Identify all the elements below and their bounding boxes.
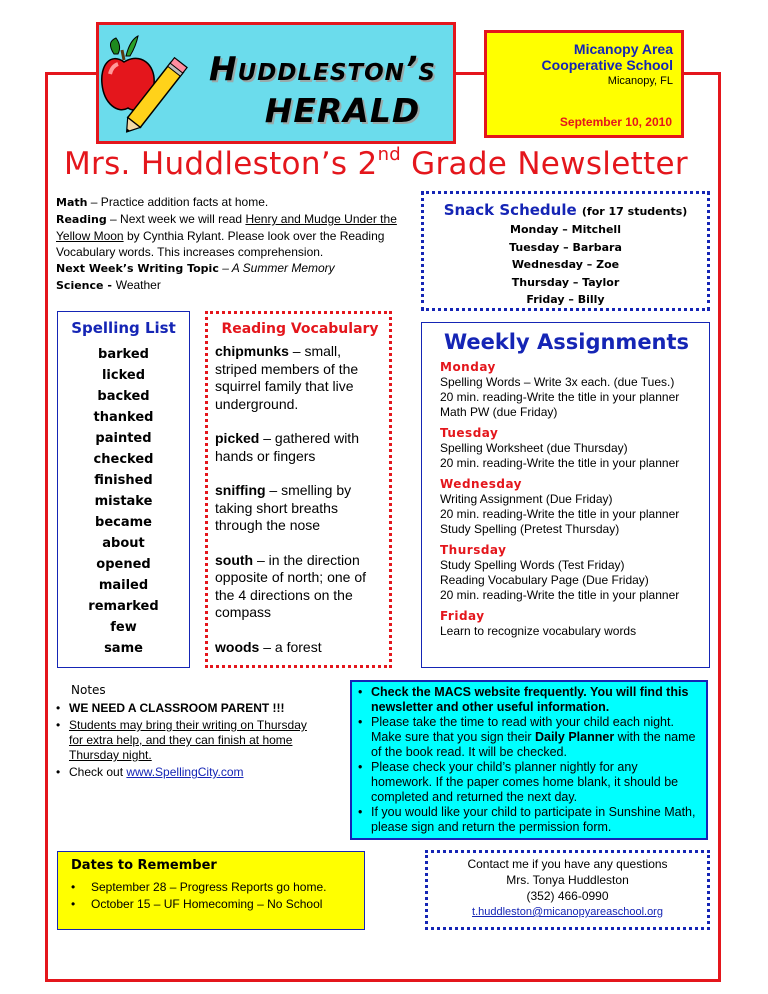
snack-item: Thursday – Taylor <box>511 275 620 289</box>
vocab-word: sniffing <box>215 482 266 498</box>
school-city: Micanopy, FL <box>607 75 673 87</box>
date-text: October 15 – UF Homecoming – No School <box>91 897 323 911</box>
note-item <box>56 718 321 763</box>
day-name: Wednesday <box>440 477 523 491</box>
reading-text1: – Next week we will read <box>106 212 246 226</box>
parent-info-box <box>350 680 708 840</box>
vocab-entry <box>215 343 385 413</box>
day-wednesday <box>440 476 703 537</box>
subjects-section <box>56 194 401 294</box>
snack-item: Friday – Billy <box>526 293 605 307</box>
bullet-icon: • <box>358 805 363 819</box>
info-text: with the name of the book read. It will be checked. <box>371 730 696 759</box>
weekly-title: Weekly Assignments <box>443 330 690 354</box>
info-text: If you would like your child to participate in Sunshine Math, please sign and return the permission form. <box>371 805 696 834</box>
spelling-word: finished <box>94 473 153 488</box>
bullet-icon: • <box>358 715 363 729</box>
vocab-def: – gathered with hands or fingers <box>215 430 359 464</box>
task-item: Spelling Words – Write 3x each. (due Tues.) <box>440 375 675 389</box>
date-text: September 28 – Progress Reports go home. <box>91 880 327 894</box>
day-tuesday <box>440 425 703 471</box>
school-name-line2: Cooperative School <box>541 57 673 73</box>
note-text: Check out <box>69 765 127 779</box>
teacher-name: Mrs. Tonya Huddleston <box>506 873 629 887</box>
snack-schedule-box <box>421 191 710 311</box>
note-item <box>56 765 321 780</box>
info-text: Check the MACS website frequently. You will find this newsletter and other useful information. <box>371 685 689 714</box>
reading-text2: by Cynthia Rylant. Please look over the Reading Vocabulary words. This increases comprehension. <box>56 229 385 259</box>
task-item: Reading Vocabulary Page (Due Friday) <box>440 573 649 587</box>
spelling-word: backed <box>97 389 150 404</box>
contact-box <box>425 850 710 930</box>
spellingcity-link[interactable]: www.SpellingCity.com <box>126 765 244 779</box>
spelling-word: opened <box>96 557 151 572</box>
vocab-entry <box>215 430 385 465</box>
school-info-box <box>484 30 684 138</box>
bullet-icon: • <box>56 718 61 732</box>
date-item <box>71 896 356 913</box>
vocab-def: – in the direction opposite of north; one of the 4 directions on the compass <box>215 551 366 620</box>
bullet-icon: • <box>56 701 61 715</box>
task-item: 20 min. reading-Write the title in your planner <box>440 456 680 470</box>
spelling-word: about <box>102 536 145 551</box>
science-line <box>56 277 401 294</box>
spelling-title: Spelling List <box>71 319 176 337</box>
info-item <box>358 805 700 835</box>
snack-item: Monday – Mitchell <box>510 223 621 236</box>
vocab-entry <box>215 482 385 535</box>
weekly-assignments-box <box>421 322 710 668</box>
spelling-word: barked <box>98 347 149 362</box>
notes-section <box>56 682 321 782</box>
task-item: Math PW (due Friday) <box>440 405 558 419</box>
vocab-entry <box>215 639 385 657</box>
snack-title: Snack Schedule <box>443 201 577 219</box>
task-item: 20 min. reading-Write the title in your planner <box>440 390 680 404</box>
task-item: 20 min. reading-Write the title in your planner <box>440 588 680 602</box>
masthead-title-line2: HERALD <box>264 91 421 130</box>
day-name: Friday <box>440 609 485 623</box>
vocab-word: picked <box>215 430 260 446</box>
dates-title: Dates to Remember <box>71 858 217 873</box>
reading-vocabulary-box <box>205 311 392 668</box>
writing-label: Next Week’s Writing Topic <box>56 262 219 275</box>
science-label: Science - <box>56 279 116 292</box>
snack-item: Wednesday – Zoe <box>511 258 620 272</box>
task-item: Spelling Worksheet (due Thursday) <box>440 441 628 455</box>
snack-note: (for 17 students) <box>581 205 688 218</box>
bullet-icon: • <box>71 897 76 911</box>
task-item: Writing Assignment (Due Friday) <box>440 492 613 506</box>
reading-label: Reading <box>56 213 107 226</box>
task-item: Study Spelling (Pretest Thursday) <box>440 522 620 536</box>
spelling-word: became <box>95 515 152 530</box>
notes-title: Notes <box>71 683 106 697</box>
headline-suffix: Grade Newsletter <box>401 146 688 182</box>
note-item <box>56 701 321 716</box>
info-item <box>358 715 700 760</box>
bullet-icon: • <box>358 685 363 699</box>
info-text-bold: Daily Planner <box>534 730 615 744</box>
writing-text: – A Summer Memory <box>218 261 335 275</box>
info-item <box>358 685 700 715</box>
vocab-entry <box>215 552 385 622</box>
page-title <box>64 144 724 182</box>
day-friday <box>440 608 703 639</box>
vocab-def: – smelling by taking short breaths through the nose <box>215 482 352 533</box>
spelling-word: mistake <box>94 494 153 509</box>
info-text: Please take the time to read with your child each night. Make sure that you sign their <box>371 715 674 744</box>
spelling-word: remarked <box>88 599 159 614</box>
day-name: Thursday <box>440 543 507 557</box>
spelling-word: same <box>104 641 143 656</box>
info-text: Please check your child’s planner nightly for any homework. If the paper comes home blank, it should be completed and returned the next day. <box>371 760 679 804</box>
bullet-icon: • <box>71 880 76 894</box>
headline-ordinal: nd <box>377 144 401 165</box>
snack-item: Tuesday – Barbara <box>509 240 622 254</box>
day-monday <box>440 359 703 420</box>
day-name: Tuesday <box>440 426 499 440</box>
masthead-title <box>190 48 455 132</box>
headline-prefix: Mrs. Huddleston’s 2 <box>64 146 378 182</box>
masthead-title-line1: Huddleston’s <box>208 49 436 88</box>
contact-line: Contact me if you have any questions <box>467 857 668 871</box>
spelling-list-box <box>57 311 190 668</box>
task-item: 20 min. reading-Write the title in your planner <box>440 507 680 521</box>
task-item: Learn to recognize vocabulary words <box>440 624 637 638</box>
vocab-word: woods <box>215 638 260 655</box>
spelling-word: mailed <box>98 578 149 593</box>
science-text: Weather <box>115 278 161 292</box>
info-item <box>358 760 700 805</box>
vocab-def: – small, striped members of the squirrel family that live underground. <box>215 343 359 412</box>
day-thursday <box>440 542 703 603</box>
math-line <box>56 194 401 211</box>
spelling-word: thanked <box>93 410 154 425</box>
bullet-icon: • <box>56 765 61 779</box>
phone-number: (352) 466-0990 <box>526 889 609 903</box>
vocab-def: – a forest <box>259 638 322 655</box>
math-text: – Practice addition facts at home. <box>87 195 269 209</box>
snack-title-line <box>424 201 707 221</box>
spelling-word: licked <box>101 368 146 383</box>
note-text: WE NEED A CLASSROOM PARENT !!! <box>69 701 285 715</box>
day-name: Monday <box>440 360 496 374</box>
spelling-word: painted <box>95 431 152 446</box>
spelling-word: checked <box>93 452 154 467</box>
writing-line <box>56 260 401 277</box>
note-text: Students may bring their writing on Thursday for extra help, and they can finish at home Thursday night. <box>69 718 307 762</box>
vocab-word: south <box>215 551 254 568</box>
spelling-word: few <box>110 620 137 635</box>
vocab-word: chipmunks <box>215 343 289 359</box>
reading-line <box>56 211 401 260</box>
apple-pencil-icon <box>100 32 190 140</box>
email-link[interactable]: t.huddleston@micanopyareaschool.org <box>472 906 663 918</box>
school-name-line1: Micanopy Area <box>573 41 673 57</box>
date-item <box>71 879 356 896</box>
math-label: Math <box>56 196 88 209</box>
bullet-icon: • <box>358 760 363 774</box>
reading-book: Henry and Mudge Under the Yellow Moon <box>56 212 397 243</box>
dates-to-remember-box <box>57 851 365 930</box>
newsletter-date: September 10, 2010 <box>559 115 672 129</box>
vocab-title: Reading Vocabulary <box>221 321 379 337</box>
task-item: Study Spelling Words (Test Friday) <box>440 558 625 572</box>
